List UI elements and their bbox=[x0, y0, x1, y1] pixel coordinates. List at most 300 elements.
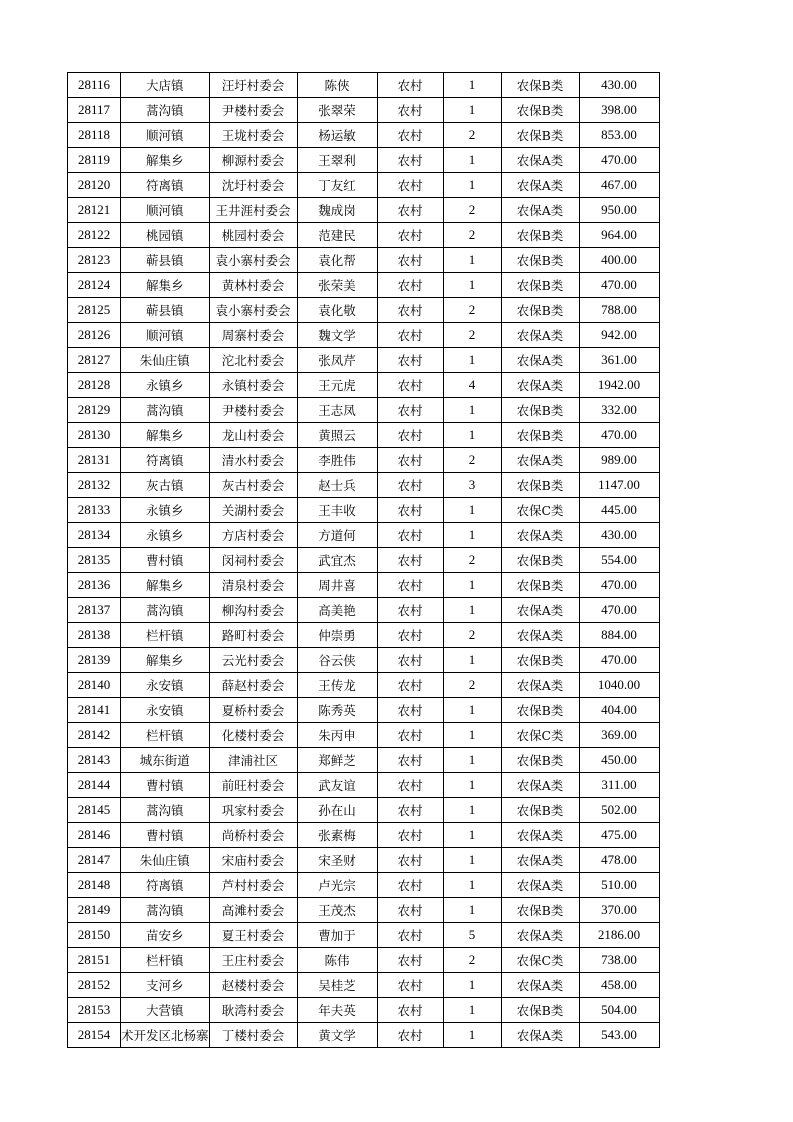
name-cell: 陈秀英 bbox=[297, 698, 377, 723]
township-cell: 永安镇 bbox=[121, 673, 210, 698]
name-cell: 陈伟 bbox=[297, 948, 377, 973]
category-cell: 农保A类 bbox=[501, 673, 579, 698]
member-count-cell: 2 bbox=[443, 323, 501, 348]
village-committee-cell: 龙山村委会 bbox=[209, 423, 297, 448]
village-committee-cell: 化楼村委会 bbox=[209, 723, 297, 748]
table-row bbox=[68, 198, 660, 223]
household-type-cell: 农村 bbox=[377, 973, 443, 998]
member-count-cell: 2 bbox=[443, 198, 501, 223]
name-cell: 方道何 bbox=[297, 523, 377, 548]
amount-cell: 470.00 bbox=[579, 273, 659, 298]
amount-cell: 2186.00 bbox=[579, 923, 659, 948]
name-cell: 王丰收 bbox=[297, 498, 377, 523]
member-count-cell: 1 bbox=[443, 173, 501, 198]
amount-cell: 510.00 bbox=[579, 873, 659, 898]
record-id-cell: 28124 bbox=[68, 273, 121, 298]
category-cell: 农保B类 bbox=[501, 548, 579, 573]
record-id-cell: 28136 bbox=[68, 573, 121, 598]
category-cell: 农保A类 bbox=[501, 773, 579, 798]
category-cell: 农保B类 bbox=[501, 398, 579, 423]
category-cell: 农保B类 bbox=[501, 298, 579, 323]
township-cell: 桃园镇 bbox=[121, 223, 210, 248]
township-cell: 朱仙庄镇 bbox=[121, 348, 210, 373]
township-cell: 解集乡 bbox=[121, 148, 210, 173]
name-cell: 李胜伟 bbox=[297, 448, 377, 473]
household-type-cell: 农村 bbox=[377, 673, 443, 698]
township-cell: 栏杆镇 bbox=[121, 623, 210, 648]
member-count-cell: 4 bbox=[443, 373, 501, 398]
township-cell: 蒿沟镇 bbox=[121, 798, 210, 823]
household-type-cell: 农村 bbox=[377, 773, 443, 798]
record-id-cell: 28143 bbox=[68, 748, 121, 773]
amount-cell: 964.00 bbox=[579, 223, 659, 248]
township-cell: 蒿沟镇 bbox=[121, 98, 210, 123]
record-id-cell: 28148 bbox=[68, 873, 121, 898]
name-cell: 赵士兵 bbox=[297, 473, 377, 498]
name-cell: 年夫英 bbox=[297, 998, 377, 1023]
table-row bbox=[68, 923, 660, 948]
amount-cell: 543.00 bbox=[579, 1023, 659, 1048]
member-count-cell: 2 bbox=[443, 948, 501, 973]
name-cell: 吴桂芝 bbox=[297, 973, 377, 998]
village-committee-cell: 宋庙村委会 bbox=[209, 848, 297, 873]
name-cell: 魏成岗 bbox=[297, 198, 377, 223]
household-type-cell: 农村 bbox=[377, 798, 443, 823]
household-type-cell: 农村 bbox=[377, 998, 443, 1023]
record-id-cell: 28118 bbox=[68, 123, 121, 148]
household-type-cell: 农村 bbox=[377, 423, 443, 448]
name-cell: 张翠荣 bbox=[297, 98, 377, 123]
member-count-cell: 1 bbox=[443, 398, 501, 423]
amount-cell: 1147.00 bbox=[579, 473, 659, 498]
name-cell: 张荣美 bbox=[297, 273, 377, 298]
category-cell: 农保B类 bbox=[501, 423, 579, 448]
category-cell: 农保C类 bbox=[501, 723, 579, 748]
village-committee-cell: 夏桥村委会 bbox=[209, 698, 297, 723]
member-count-cell: 1 bbox=[443, 823, 501, 848]
village-committee-cell: 王垅村委会 bbox=[209, 123, 297, 148]
township-cell: 蕲县镇 bbox=[121, 298, 210, 323]
village-committee-cell: 桃园村委会 bbox=[209, 223, 297, 248]
category-cell: 农保A类 bbox=[501, 148, 579, 173]
table-row bbox=[68, 673, 660, 698]
record-id-cell: 28150 bbox=[68, 923, 121, 948]
category-cell: 农保A类 bbox=[501, 823, 579, 848]
category-cell: 农保B类 bbox=[501, 223, 579, 248]
category-cell: 农保A类 bbox=[501, 523, 579, 548]
name-cell: 朱丙申 bbox=[297, 723, 377, 748]
table-row bbox=[68, 298, 660, 323]
record-id-cell: 28128 bbox=[68, 373, 121, 398]
record-id-cell: 28119 bbox=[68, 148, 121, 173]
village-committee-cell: 丁楼村委会 bbox=[209, 1023, 297, 1048]
household-type-cell: 农村 bbox=[377, 73, 443, 98]
table-row bbox=[68, 148, 660, 173]
name-cell: 王翠利 bbox=[297, 148, 377, 173]
household-type-cell: 农村 bbox=[377, 173, 443, 198]
name-cell: 王传龙 bbox=[297, 673, 377, 698]
record-id-cell: 28123 bbox=[68, 248, 121, 273]
township-cell: 城东街道 bbox=[121, 748, 210, 773]
table-row bbox=[68, 73, 660, 98]
township-cell: 顺河镇 bbox=[121, 123, 210, 148]
amount-cell: 458.00 bbox=[579, 973, 659, 998]
table-row bbox=[68, 423, 660, 448]
table-row bbox=[68, 823, 660, 848]
township-cell: 解集乡 bbox=[121, 648, 210, 673]
member-count-cell: 1 bbox=[443, 748, 501, 773]
table-row bbox=[68, 473, 660, 498]
category-cell: 农保B类 bbox=[501, 473, 579, 498]
name-cell: 丁友红 bbox=[297, 173, 377, 198]
member-count-cell: 1 bbox=[443, 523, 501, 548]
record-id-cell: 28138 bbox=[68, 623, 121, 648]
household-type-cell: 农村 bbox=[377, 848, 443, 873]
category-cell: 农保A类 bbox=[501, 873, 579, 898]
township-cell: 大店镇 bbox=[121, 73, 210, 98]
table-row bbox=[68, 348, 660, 373]
name-cell: 周井喜 bbox=[297, 573, 377, 598]
amount-cell: 398.00 bbox=[579, 98, 659, 123]
record-id-cell: 28147 bbox=[68, 848, 121, 873]
village-committee-cell: 柳沟村委会 bbox=[209, 598, 297, 623]
village-committee-cell: 关湖村委会 bbox=[209, 498, 297, 523]
village-committee-cell: 清泉村委会 bbox=[209, 573, 297, 598]
record-id-cell: 28151 bbox=[68, 948, 121, 973]
name-cell: 张素梅 bbox=[297, 823, 377, 848]
member-count-cell: 2 bbox=[443, 548, 501, 573]
record-id-cell: 28135 bbox=[68, 548, 121, 573]
name-cell: 魏文学 bbox=[297, 323, 377, 348]
record-id-cell: 28141 bbox=[68, 698, 121, 723]
township-cell: 朱仙庄镇 bbox=[121, 848, 210, 873]
table-row bbox=[68, 498, 660, 523]
village-committee-cell: 前旺村委会 bbox=[209, 773, 297, 798]
amount-cell: 370.00 bbox=[579, 898, 659, 923]
name-cell: 陈俠 bbox=[297, 73, 377, 98]
household-type-cell: 农村 bbox=[377, 923, 443, 948]
record-id-cell: 28153 bbox=[68, 998, 121, 1023]
table-row bbox=[68, 723, 660, 748]
category-cell: 农保B类 bbox=[501, 898, 579, 923]
name-cell: 卢光宗 bbox=[297, 873, 377, 898]
amount-cell: 467.00 bbox=[579, 173, 659, 198]
table-row bbox=[68, 848, 660, 873]
amount-cell: 950.00 bbox=[579, 198, 659, 223]
amount-cell: 361.00 bbox=[579, 348, 659, 373]
amount-cell: 989.00 bbox=[579, 448, 659, 473]
member-count-cell: 1 bbox=[443, 73, 501, 98]
category-cell: 农保A类 bbox=[501, 848, 579, 873]
member-count-cell: 1 bbox=[443, 648, 501, 673]
record-id-cell: 28140 bbox=[68, 673, 121, 698]
township-cell: 曹村镇 bbox=[121, 823, 210, 848]
township-cell: 顺河镇 bbox=[121, 323, 210, 348]
household-type-cell: 农村 bbox=[377, 873, 443, 898]
category-cell: 农保A类 bbox=[501, 173, 579, 198]
household-type-cell: 农村 bbox=[377, 248, 443, 273]
category-cell: 农保C类 bbox=[501, 948, 579, 973]
amount-cell: 470.00 bbox=[579, 573, 659, 598]
record-id-cell: 28120 bbox=[68, 173, 121, 198]
record-id-cell: 28122 bbox=[68, 223, 121, 248]
amount-cell: 853.00 bbox=[579, 123, 659, 148]
amount-cell: 1942.00 bbox=[579, 373, 659, 398]
township-cell: 苗安乡 bbox=[121, 923, 210, 948]
table-row bbox=[68, 698, 660, 723]
amount-cell: 430.00 bbox=[579, 523, 659, 548]
table-row bbox=[68, 948, 660, 973]
member-count-cell: 1 bbox=[443, 498, 501, 523]
household-type-cell: 农村 bbox=[377, 698, 443, 723]
township-cell: 支河乡 bbox=[121, 973, 210, 998]
category-cell: 农保B类 bbox=[501, 698, 579, 723]
name-cell: 曹加于 bbox=[297, 923, 377, 948]
category-cell: 农保A类 bbox=[501, 923, 579, 948]
household-type-cell: 农村 bbox=[377, 373, 443, 398]
table-row bbox=[68, 748, 660, 773]
record-id-cell: 28145 bbox=[68, 798, 121, 823]
member-count-cell: 1 bbox=[443, 248, 501, 273]
township-cell: 解集乡 bbox=[121, 273, 210, 298]
member-count-cell: 1 bbox=[443, 798, 501, 823]
name-cell: 仲崇勇 bbox=[297, 623, 377, 648]
record-id-cell: 28149 bbox=[68, 898, 121, 923]
member-count-cell: 1 bbox=[443, 898, 501, 923]
household-type-cell: 农村 bbox=[377, 273, 443, 298]
household-type-cell: 农村 bbox=[377, 723, 443, 748]
table-row bbox=[68, 123, 660, 148]
name-cell: 杨运敏 bbox=[297, 123, 377, 148]
member-count-cell: 1 bbox=[443, 573, 501, 598]
village-committee-cell: 赵楼村委会 bbox=[209, 973, 297, 998]
record-id-cell: 28131 bbox=[68, 448, 121, 473]
township-cell: 符离镇 bbox=[121, 873, 210, 898]
amount-cell: 404.00 bbox=[579, 698, 659, 723]
amount-cell: 942.00 bbox=[579, 323, 659, 348]
household-type-cell: 农村 bbox=[377, 398, 443, 423]
township-cell: 解集乡 bbox=[121, 423, 210, 448]
household-type-cell: 农村 bbox=[377, 748, 443, 773]
village-committee-cell: 夏王村委会 bbox=[209, 923, 297, 948]
table-row bbox=[68, 648, 660, 673]
village-committee-cell: 袁小寨村委会 bbox=[209, 248, 297, 273]
table-row bbox=[68, 598, 660, 623]
record-id-cell: 28127 bbox=[68, 348, 121, 373]
household-type-cell: 农村 bbox=[377, 573, 443, 598]
household-type-cell: 农村 bbox=[377, 548, 443, 573]
table-row bbox=[68, 773, 660, 798]
record-id-cell: 28134 bbox=[68, 523, 121, 548]
table-row bbox=[68, 98, 660, 123]
table-row bbox=[68, 873, 660, 898]
township-cell: 术开发区北杨寨 bbox=[121, 1023, 210, 1048]
table-body bbox=[68, 73, 660, 1048]
member-count-cell: 1 bbox=[443, 273, 501, 298]
record-id-cell: 28144 bbox=[68, 773, 121, 798]
category-cell: 农保A类 bbox=[501, 973, 579, 998]
category-cell: 农保B类 bbox=[501, 248, 579, 273]
village-committee-cell: 方店村委会 bbox=[209, 523, 297, 548]
village-committee-cell: 尚桥村委会 bbox=[209, 823, 297, 848]
table-row bbox=[68, 523, 660, 548]
amount-cell: 332.00 bbox=[579, 398, 659, 423]
record-id-cell: 28152 bbox=[68, 973, 121, 998]
township-cell: 永镇乡 bbox=[121, 373, 210, 398]
household-type-cell: 农村 bbox=[377, 598, 443, 623]
member-count-cell: 2 bbox=[443, 123, 501, 148]
name-cell: 武友谊 bbox=[297, 773, 377, 798]
category-cell: 农保C类 bbox=[501, 498, 579, 523]
name-cell: 王茂杰 bbox=[297, 898, 377, 923]
table-row bbox=[68, 248, 660, 273]
category-cell: 农保B类 bbox=[501, 573, 579, 598]
village-committee-cell: 汪圩村委会 bbox=[209, 73, 297, 98]
table-row bbox=[68, 973, 660, 998]
table-row bbox=[68, 373, 660, 398]
amount-cell: 884.00 bbox=[579, 623, 659, 648]
amount-cell: 311.00 bbox=[579, 773, 659, 798]
village-committee-cell: 王井涯村委会 bbox=[209, 198, 297, 223]
household-type-cell: 农村 bbox=[377, 323, 443, 348]
township-cell: 栏杆镇 bbox=[121, 723, 210, 748]
category-cell: 农保B类 bbox=[501, 648, 579, 673]
name-cell: 宋圣财 bbox=[297, 848, 377, 873]
name-cell: 高美艳 bbox=[297, 598, 377, 623]
name-cell: 孙在山 bbox=[297, 798, 377, 823]
record-id-cell: 28137 bbox=[68, 598, 121, 623]
amount-cell: 478.00 bbox=[579, 848, 659, 873]
category-cell: 农保B类 bbox=[501, 98, 579, 123]
village-committee-cell: 云光村委会 bbox=[209, 648, 297, 673]
village-committee-cell: 路町村委会 bbox=[209, 623, 297, 648]
table-row bbox=[68, 998, 660, 1023]
table-row bbox=[68, 223, 660, 248]
member-count-cell: 2 bbox=[443, 298, 501, 323]
record-id-cell: 28132 bbox=[68, 473, 121, 498]
amount-cell: 502.00 bbox=[579, 798, 659, 823]
record-id-cell: 28146 bbox=[68, 823, 121, 848]
amount-cell: 450.00 bbox=[579, 748, 659, 773]
township-cell: 解集乡 bbox=[121, 573, 210, 598]
amount-cell: 1040.00 bbox=[579, 673, 659, 698]
category-cell: 农保B类 bbox=[501, 998, 579, 1023]
village-committee-cell: 芦村村委会 bbox=[209, 873, 297, 898]
township-cell: 顺河镇 bbox=[121, 198, 210, 223]
table-row bbox=[68, 573, 660, 598]
township-cell: 栏杆镇 bbox=[121, 948, 210, 973]
member-count-cell: 1 bbox=[443, 598, 501, 623]
table-row bbox=[68, 323, 660, 348]
township-cell: 灰古镇 bbox=[121, 473, 210, 498]
category-cell: 农保A类 bbox=[501, 348, 579, 373]
member-count-cell: 1 bbox=[443, 423, 501, 448]
township-cell: 大营镇 bbox=[121, 998, 210, 1023]
amount-cell: 430.00 bbox=[579, 73, 659, 98]
township-cell: 蒿沟镇 bbox=[121, 598, 210, 623]
village-committee-cell: 清水村委会 bbox=[209, 448, 297, 473]
name-cell: 王元虎 bbox=[297, 373, 377, 398]
name-cell: 谷云侠 bbox=[297, 648, 377, 673]
township-cell: 曹村镇 bbox=[121, 773, 210, 798]
record-id-cell: 28125 bbox=[68, 298, 121, 323]
township-cell: 符离镇 bbox=[121, 448, 210, 473]
amount-cell: 400.00 bbox=[579, 248, 659, 273]
household-type-cell: 农村 bbox=[377, 523, 443, 548]
member-count-cell: 1 bbox=[443, 998, 501, 1023]
member-count-cell: 1 bbox=[443, 723, 501, 748]
relief-roster-table bbox=[67, 72, 660, 1048]
member-count-cell: 1 bbox=[443, 873, 501, 898]
member-count-cell: 1 bbox=[443, 973, 501, 998]
village-committee-cell: 沱北村委会 bbox=[209, 348, 297, 373]
category-cell: 农保A类 bbox=[501, 323, 579, 348]
member-count-cell: 3 bbox=[443, 473, 501, 498]
village-committee-cell: 黄林村委会 bbox=[209, 273, 297, 298]
member-count-cell: 2 bbox=[443, 223, 501, 248]
table-row bbox=[68, 273, 660, 298]
village-committee-cell: 高滩村委会 bbox=[209, 898, 297, 923]
category-cell: 农保A类 bbox=[501, 373, 579, 398]
table-row bbox=[68, 623, 660, 648]
member-count-cell: 2 bbox=[443, 673, 501, 698]
category-cell: 农保A类 bbox=[501, 1023, 579, 1048]
village-committee-cell: 巩家村委会 bbox=[209, 798, 297, 823]
amount-cell: 470.00 bbox=[579, 648, 659, 673]
amount-cell: 445.00 bbox=[579, 498, 659, 523]
table-row bbox=[68, 798, 660, 823]
household-type-cell: 农村 bbox=[377, 98, 443, 123]
household-type-cell: 农村 bbox=[377, 498, 443, 523]
table-row bbox=[68, 398, 660, 423]
village-committee-cell: 周寨村委会 bbox=[209, 323, 297, 348]
township-cell: 永镇乡 bbox=[121, 523, 210, 548]
amount-cell: 738.00 bbox=[579, 948, 659, 973]
amount-cell: 504.00 bbox=[579, 998, 659, 1023]
amount-cell: 470.00 bbox=[579, 423, 659, 448]
amount-cell: 554.00 bbox=[579, 548, 659, 573]
household-type-cell: 农村 bbox=[377, 648, 443, 673]
table-row bbox=[68, 898, 660, 923]
record-id-cell: 28117 bbox=[68, 98, 121, 123]
household-type-cell: 农村 bbox=[377, 823, 443, 848]
township-cell: 蒿沟镇 bbox=[121, 898, 210, 923]
amount-cell: 470.00 bbox=[579, 598, 659, 623]
category-cell: 农保A类 bbox=[501, 598, 579, 623]
member-count-cell: 1 bbox=[443, 773, 501, 798]
village-committee-cell: 津浦社区 bbox=[209, 748, 297, 773]
category-cell: 农保A类 bbox=[501, 448, 579, 473]
household-type-cell: 农村 bbox=[377, 348, 443, 373]
village-committee-cell: 耿湾村委会 bbox=[209, 998, 297, 1023]
name-cell: 袁化敬 bbox=[297, 298, 377, 323]
record-id-cell: 28142 bbox=[68, 723, 121, 748]
record-id-cell: 28133 bbox=[68, 498, 121, 523]
member-count-cell: 1 bbox=[443, 698, 501, 723]
name-cell: 黄照云 bbox=[297, 423, 377, 448]
category-cell: 农保B类 bbox=[501, 748, 579, 773]
village-committee-cell: 尹楼村委会 bbox=[209, 98, 297, 123]
category-cell: 农保A类 bbox=[501, 198, 579, 223]
table-row bbox=[68, 173, 660, 198]
record-id-cell: 28129 bbox=[68, 398, 121, 423]
record-id-cell: 28154 bbox=[68, 1023, 121, 1048]
amount-cell: 369.00 bbox=[579, 723, 659, 748]
member-count-cell: 5 bbox=[443, 923, 501, 948]
household-type-cell: 农村 bbox=[377, 298, 443, 323]
household-type-cell: 农村 bbox=[377, 898, 443, 923]
record-id-cell: 28121 bbox=[68, 198, 121, 223]
